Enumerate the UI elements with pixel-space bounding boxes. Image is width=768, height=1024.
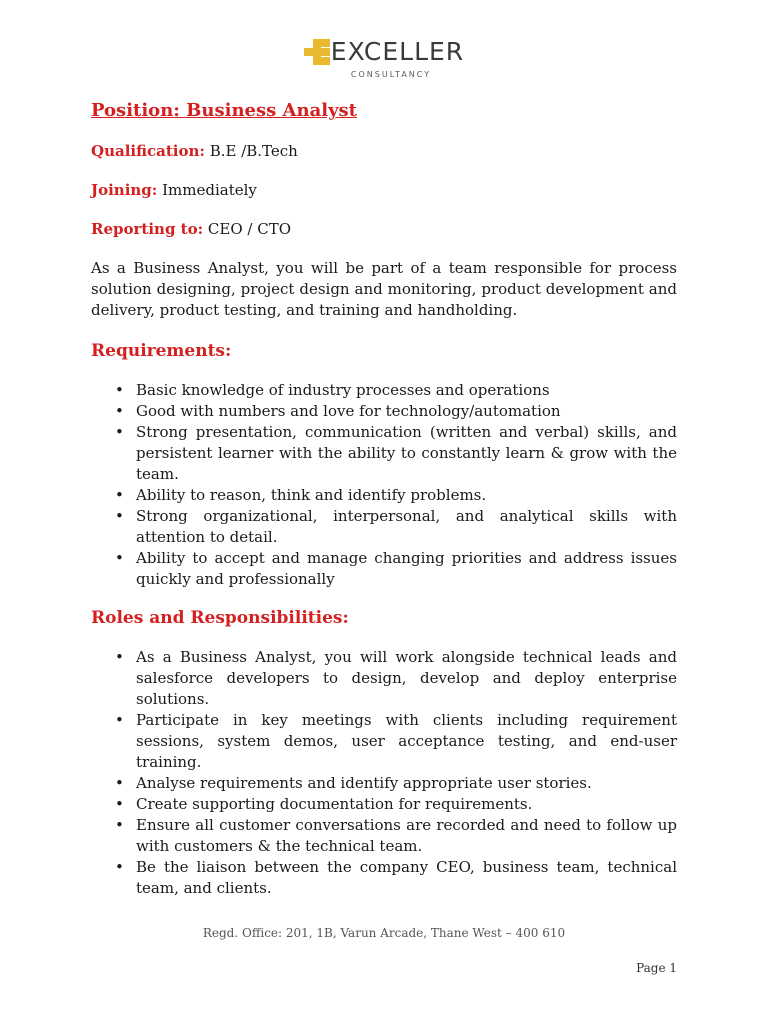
list-item: • Ensure all customer conversations are recorded and need to follow up with customers & the technical team. — [115, 816, 677, 855]
list-item: • Ability to reason, think and identify problems. — [115, 486, 487, 504]
logo-wordmark: EXCELLER — [330, 37, 465, 66]
list-item: • Strong organizational, interpersonal, and analytical skills with attention to detail. — [115, 507, 677, 546]
exceller-plus-icon — [304, 39, 330, 65]
list-item: • Participate in key meetings with clients including requirement sessions, system demos, user acceptance testing, and end-user training. — [115, 711, 677, 771]
reporting-label: Reporting to: — [91, 220, 204, 238]
joining-field — [91, 180, 677, 201]
list-item: • Analyse requirements and identify appropriate user stories. — [115, 774, 592, 792]
roles-list — [91, 647, 677, 899]
requirements-heading: Requirements: — [91, 341, 232, 361]
bullet-icon: • — [115, 711, 124, 729]
bullet-icon: • — [115, 423, 124, 441]
page-number: Page 1 — [636, 961, 677, 975]
bullet-icon: • — [115, 648, 124, 666]
logo-subtitle: CONSULTANCY — [350, 70, 432, 79]
roles-heading: Roles and Responsibilities: — [91, 608, 349, 628]
qualification-field — [91, 141, 677, 162]
reporting-field — [91, 219, 677, 240]
joining-value: Immediately — [162, 181, 257, 199]
bullet-icon: • — [115, 507, 124, 525]
qualification-label: Qualification: — [91, 142, 205, 160]
bullet-icon: • — [115, 486, 124, 504]
list-item: • Good with numbers and love for technology/automation — [115, 402, 561, 420]
list-item: • Create supporting documentation for requirements. — [115, 795, 533, 813]
list-item: • Be the liaison between the company CEO, business team, technical team, and clients. — [115, 858, 677, 897]
reporting-value: CEO / CTO — [207, 220, 291, 238]
bullet-icon: • — [115, 816, 124, 834]
list-item: • Strong presentation, communication (written and verbal) skills, and persistent learner with the ability to constantly learn & grow with the team. — [115, 423, 677, 483]
list-item: • As a Business Analyst, you will work alongside technical leads and salesforce developers to design, develop and deploy enterprise solutions. — [115, 648, 677, 708]
bullet-icon: • — [115, 795, 124, 813]
list-item: • Basic knowledge of industry processes and operations — [115, 381, 550, 399]
list-item: • Ability to accept and manage changing priorities and address issues quickly and professionally — [115, 549, 677, 588]
qualification-value: B.E /B.Tech — [209, 142, 298, 160]
bullet-icon: • — [115, 774, 124, 792]
requirements-list — [91, 380, 677, 590]
bullet-icon: • — [115, 402, 124, 420]
document-body — [91, 100, 677, 917]
position-title: Position: Business Analyst — [91, 100, 357, 121]
bullet-icon: • — [115, 381, 124, 399]
intro-paragraph: As a Business Analyst, you will be part of a team responsible for process solution designing, project design and monitoring, product development and delivery, product testing, and training and handholding. — [91, 259, 677, 319]
bullet-icon: • — [115, 549, 124, 567]
joining-label: Joining: — [91, 181, 158, 199]
footer-address: Regd. Office: 201, 1B, Varun Arcade, Thane West – 400 610 — [202, 926, 566, 940]
company-logo — [0, 38, 768, 79]
bullet-icon: • — [115, 858, 124, 876]
